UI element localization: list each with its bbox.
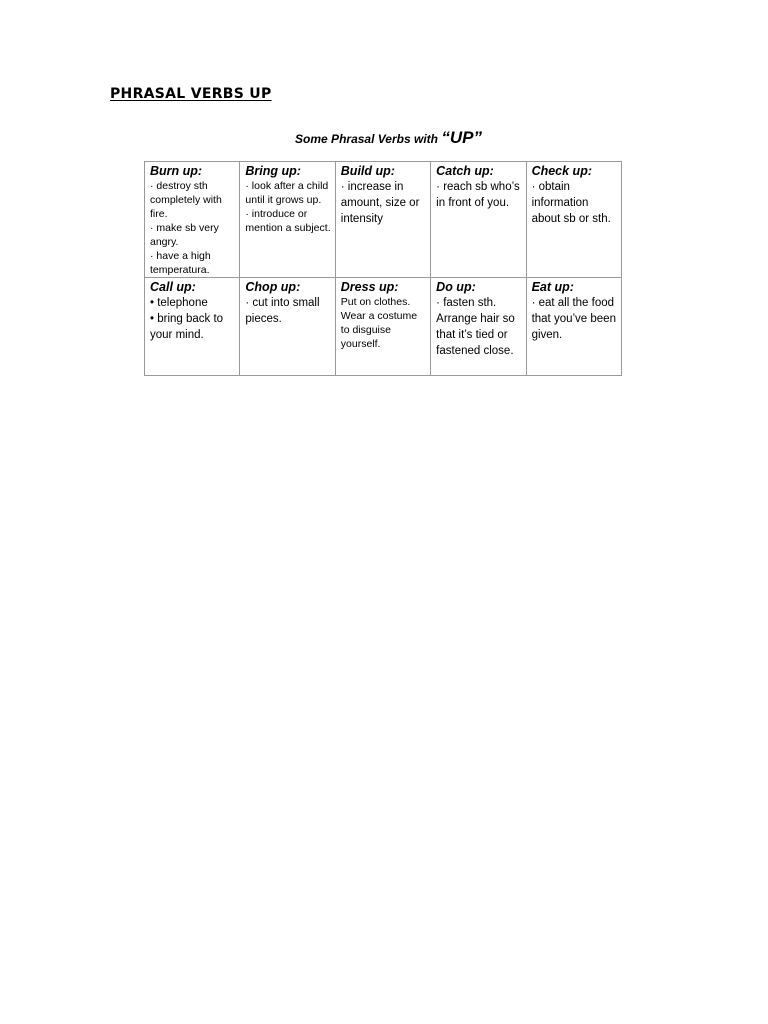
table-row	[145, 278, 622, 376]
verb-label: Catch up:	[436, 164, 494, 178]
phrasal-verbs-figure	[144, 124, 623, 376]
verb-definition: Put on clothes. Wear a costume to disguise yourself.	[340, 296, 418, 350]
verb-cell-catch-up	[431, 162, 526, 278]
verb-definition: • bring back to your mind.	[150, 313, 224, 341]
phrasal-verbs-table	[144, 161, 622, 376]
figure-title-prefix: Some Phrasal Verbs with	[295, 132, 442, 146]
verb-cell-do-up	[431, 278, 526, 376]
verb-definition: • telephone	[150, 297, 208, 309]
verb-definition: · destroy sth completely with fire.	[150, 180, 222, 220]
verb-definition: · cut into small pieces.	[245, 297, 320, 325]
verb-cell-check-up	[526, 162, 621, 278]
page-heading: PHRASAL VERBS UP	[110, 86, 272, 102]
verb-label: Eat up:	[531, 280, 574, 294]
verb-cell-build-up	[335, 162, 430, 278]
verb-cell-call-up	[145, 278, 240, 376]
verb-definition: · look after a child until it grows up.	[245, 180, 329, 206]
verb-cell-chop-up	[240, 278, 335, 376]
verb-definition: · obtain information about sb or sth.	[531, 181, 611, 225]
table-row	[145, 162, 622, 278]
verb-definition: · introduce or mention a subject.	[245, 208, 331, 234]
verb-label: Do up:	[436, 280, 476, 294]
verb-definition: · increase in amount, size or intensity	[340, 181, 420, 225]
verb-label: Bring up:	[245, 164, 301, 178]
verb-definition: · make sb very angry.	[150, 222, 219, 248]
verb-label: Dress up:	[340, 280, 399, 294]
verb-label: Build up:	[340, 164, 395, 178]
verb-label: Check up:	[531, 164, 592, 178]
figure-title-emphasis: “UP”	[441, 128, 482, 147]
verb-label: Call up:	[150, 280, 196, 294]
verb-cell-dress-up	[335, 278, 430, 376]
verb-definition: · eat all the food that you’ve been given.	[531, 297, 616, 341]
verb-label: Burn up:	[150, 164, 203, 178]
verb-label: Chop up:	[245, 280, 301, 294]
verb-cell-burn-up	[145, 162, 240, 278]
verb-definition: · have a high temperatura.	[150, 250, 211, 276]
verb-definition: · fasten sth. Arrange hair so that it’s tied or fastened close.	[436, 297, 515, 357]
figure-title	[144, 124, 623, 153]
verb-cell-bring-up	[240, 162, 335, 278]
verb-cell-eat-up	[526, 278, 621, 376]
verb-definition: · reach sb who’s in front of you.	[436, 181, 520, 209]
